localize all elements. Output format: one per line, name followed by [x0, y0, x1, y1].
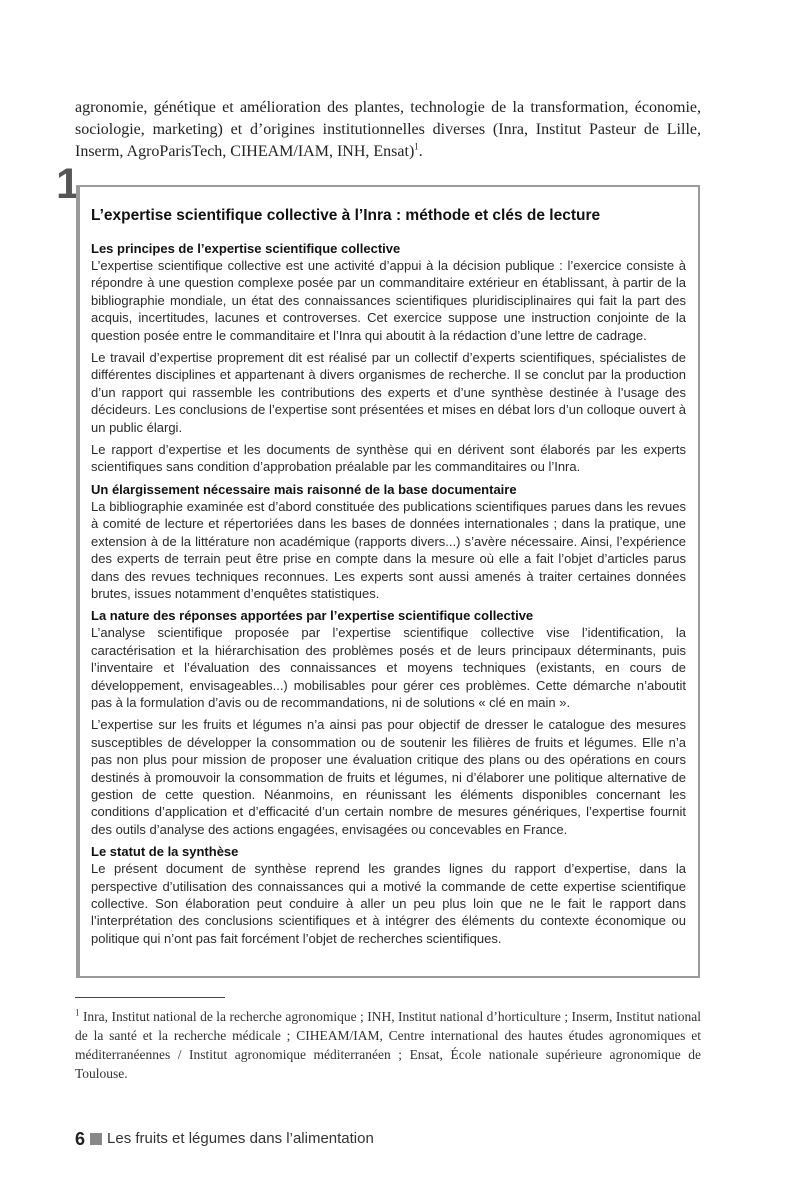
section-principles — [91, 240, 686, 476]
page-footer — [75, 1129, 374, 1149]
paragraph: Le travail d’expertise proprement dit est réalisé par un collectif d’experts scientifiques, spécialistes de différentes disciplines et appartenant à divers organismes de recherche. Il se conclut par la production d’un rapport qui rassemble les contributions des experts et d’une synthèse destinée à l’usage des décideurs. Les conclusions de l’expertise sont présentées et mises en débat lors d’un colloque ouvert à un public élargi. — [91, 350, 686, 435]
footnote-text: Inra, Institut national de la recherche agronomique ; INH, Institut national d’horticulture ; Inserm, Institut national de la santé et la recherche médicale ; CIHEAM/IAM, Centre international des hautes études agronomiques et méditerranéennes / Institut agronomique méditerranéen ; Ensat, École nationale supérieure agronomique de Toulouse. — [75, 1009, 701, 1081]
intro-paragraph — [75, 97, 701, 163]
paragraph: Le présent document de synthèse reprend les grandes lignes du rapport d’expertise, dans la perspective d’utilisation des connaissances qui a motivé la commande de cette expertise scientifique collective. Son élaboration peut conduire à aller un peu plus loin que ne le fait le rapport dans l’interprétation des conclusions scientifiques et à intégrer des éléments du contexte économique ou politique qui n’ont pas fait forcément l’objet de recherches scientifiques. — [91, 861, 686, 946]
chapter-number: 1 — [56, 160, 80, 208]
page-number: 6 — [75, 1129, 86, 1149]
intro-end: . — [418, 143, 423, 160]
intro-text: agronomie, génétique et amélioration des plantes, technologie de la transformation, économie, sociologie, marketing) et d’origines institutionnelles diverses (Inra, Institut Pasteur de Lille, Inserm, AgroParisTech, CIHEAM/IAM, INH, Ensat) — [75, 99, 701, 160]
section-heading: Le statut de la synthèse — [91, 844, 239, 860]
footnote-reference[interactable]: 1 — [414, 141, 419, 152]
footnote-divider — [75, 997, 225, 998]
paragraph: Le rapport d’expertise et les documents de synthèse qui en dérivent sont élaborés par les experts scientifiques sans condition d’approbation préalable par les commanditaires ou l’Inra. — [91, 442, 686, 475]
section-heading: Les principes de l’expertise scientifique collective — [91, 241, 401, 256]
section-documentation — [91, 481, 686, 602]
section-responses — [91, 607, 686, 838]
square-bullet-icon — [90, 1133, 102, 1145]
paragraph: L’expertise sur les fruits et légumes n’a ainsi pas pour objectif de dresser le catalogue des mesures susceptibles de développer la consommation ou de soutenir les filières de fruits et légumes. Elle n’a pas non plus pour mission de proposer une évaluation critique des plans ou des opérations en cours destinés à promouvoir la consommation de fruits et légumes, ni d’élaborer une politique alternative de gestion de cette question. Néanmoins, en réunissant les éléments disponibles concernant les conditions d’application et d’efficacité d’un certain nombre de mesures génériques, l’expertise fournit des outils d’analyse des actions engagées, envisagées ou concevables en France. — [91, 717, 686, 837]
paragraph: L’analyse scientifique proposée par l’expertise scientifique collective vise l’identification, la caractérisation et la hiérarchisation des problèmes posés et de leurs principaux déterminants, puis l’inventaire et l’évaluation des connaissances et moyens techniques (existants, en cours de développement, envisageables...) mobilisables pour gérer ces problèmes. Cette démarche n’aboutit pas à la formulation d’avis ou de recommandations, ni de solutions « clé en main ». — [91, 625, 686, 710]
section-synthesis-status — [91, 843, 686, 947]
paragraph: La bibliographie examinée est d’abord constituée des publications scientifiques parues dans les revues à comité de lecture et répertoriées dans les bases de données internationales ; dans la pratique, une extension à de la littérature non académique (rapports divers...) s’avère nécessaire. Ainsi, l’expérience des experts de terrain peut être prise en compte dans la mesure où elle a fait l’objet d’articles parus dans des revues techniques reconnues. Les experts sont aussi amenés à traiter certaines données brutes, issues notamment d’enquêtes statistiques. — [91, 498, 686, 601]
footnote — [75, 1007, 701, 1083]
footnote-marker: 1 — [75, 1007, 80, 1018]
method-box — [76, 185, 700, 978]
section-heading: La nature des réponses apportées par l’expertise scientifique collective — [91, 608, 534, 624]
section-heading: Un élargissement nécessaire mais raisonné de la base documentaire — [91, 481, 517, 497]
box-title: L’expertise scientifique collective à l’Inra : méthode et clés de lecture — [91, 207, 601, 224]
paragraph: L’expertise scientifique collective est une activité d’appui à la décision publique : l’exercice consiste à répondre à une question complexe posée par un commanditaire extérieur en établissant, à partir de la bibliographie mondiale, un état des connaissances scientifiques pluridisciplinaires qui fait la part des acquis, incertitudes, lacunes et controverses. Cet exercice suppose une instruction conjointe de la question posée entre le commanditaire et l’Inra qui aboutit à la rédaction d’une lettre de cadrage. — [91, 258, 686, 343]
book-title: Les fruits et légumes dans l’alimentation — [107, 1130, 374, 1147]
